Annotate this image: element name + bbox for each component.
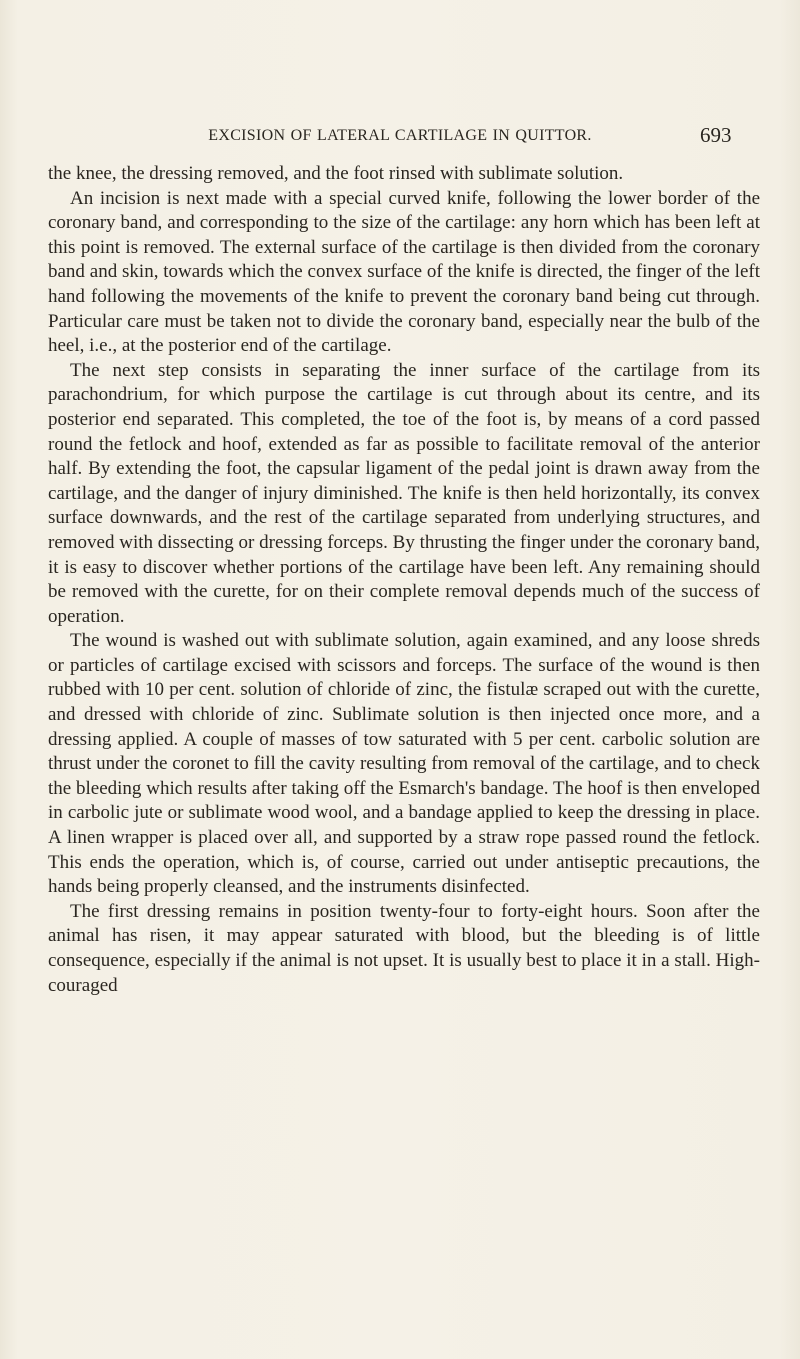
paragraph-next-step: The next step consists in separating the inner surface of the cartilage from its parachondrium, for which purpose the cartilage is cut through about its centre, and its posterior end separated. This completed, the toe of the foot is, by means of a cord passed round the fetlock and hoof, extended as far as possible to facilitate removal of the anterior half. By extending the foot, the capsular ligament of the pedal joint is drawn away from the cartilage, and the danger of injury diminished. The knife is then held horizontally, its convex surface downwards, and the rest of the cartilage separated from underlying structures, and removed with dissecting or dressing forceps. By thrusting the finger under the coronary band, it is easy to discover whether portions of the cartilage have been left. Any remaining should be removed with the curette, for on their complete removal depends much of the success of operation. [48, 359, 760, 627]
paragraph-continued: the knee, the dressing removed, and the foot rinsed with sublimate solution. [48, 163, 624, 184]
body-text [48, 162, 760, 998]
paragraph-first-dressing: The first dressing remains in position twenty-four to forty-eight hours. Soon after the animal has risen, it may appear saturated with blood, but the bleeding is of little consequence, especially if the animal is not upset. It is usually best to place it in a stall. High-couraged [48, 900, 760, 996]
running-head: EXCISION OF LATERAL CARTILAGE IN QUITTOR. [208, 127, 592, 144]
paragraph-incision: An incision is next made with a special curved knife, following the lower border of the coronary band, and corresponding to the size of the cartilage: any horn which has been left at this point is removed. The external surface of the cartilage is then divided from the coronary band and skin, towards which the convex surface of the knife is directed, the finger of the left hand following the movements of the knife to prevent the coronary band being cut through. Particular care must be taken not to divide the coronary band, especially near the bulb of the heel, i.e., at the posterior end of the cartilage. [48, 187, 760, 357]
page-number: 693 [700, 123, 732, 147]
paragraph-wound: The wound is washed out with sublimate solution, again examined, and any loose shreds or particles of cartilage excised with scissors and forceps. The surface of the wound is then rubbed with 10 per cent. solution of chloride of zinc, the fistulæ scraped out with the curette, and dressed with chloride of zinc. Sublimate solution is then injected once more, and a dressing applied. A couple of masses of tow saturated with 5 per cent. carbolic solution are thrust under the coronet to fill the cavity resulting from removal of the cartilage, and to check the bleeding which results after taking off the Esmarch's bandage. The hoof is then enveloped in carbolic jute or sublimate wood wool, and a bandage applied to keep the dressing in place. A linen wrapper is placed over all, and supported by a straw rope passed round the fetlock. This ends the operation, which is, of course, carried out under antiseptic precautions, the hands being properly cleansed, and the instruments disinfected. [48, 630, 760, 898]
